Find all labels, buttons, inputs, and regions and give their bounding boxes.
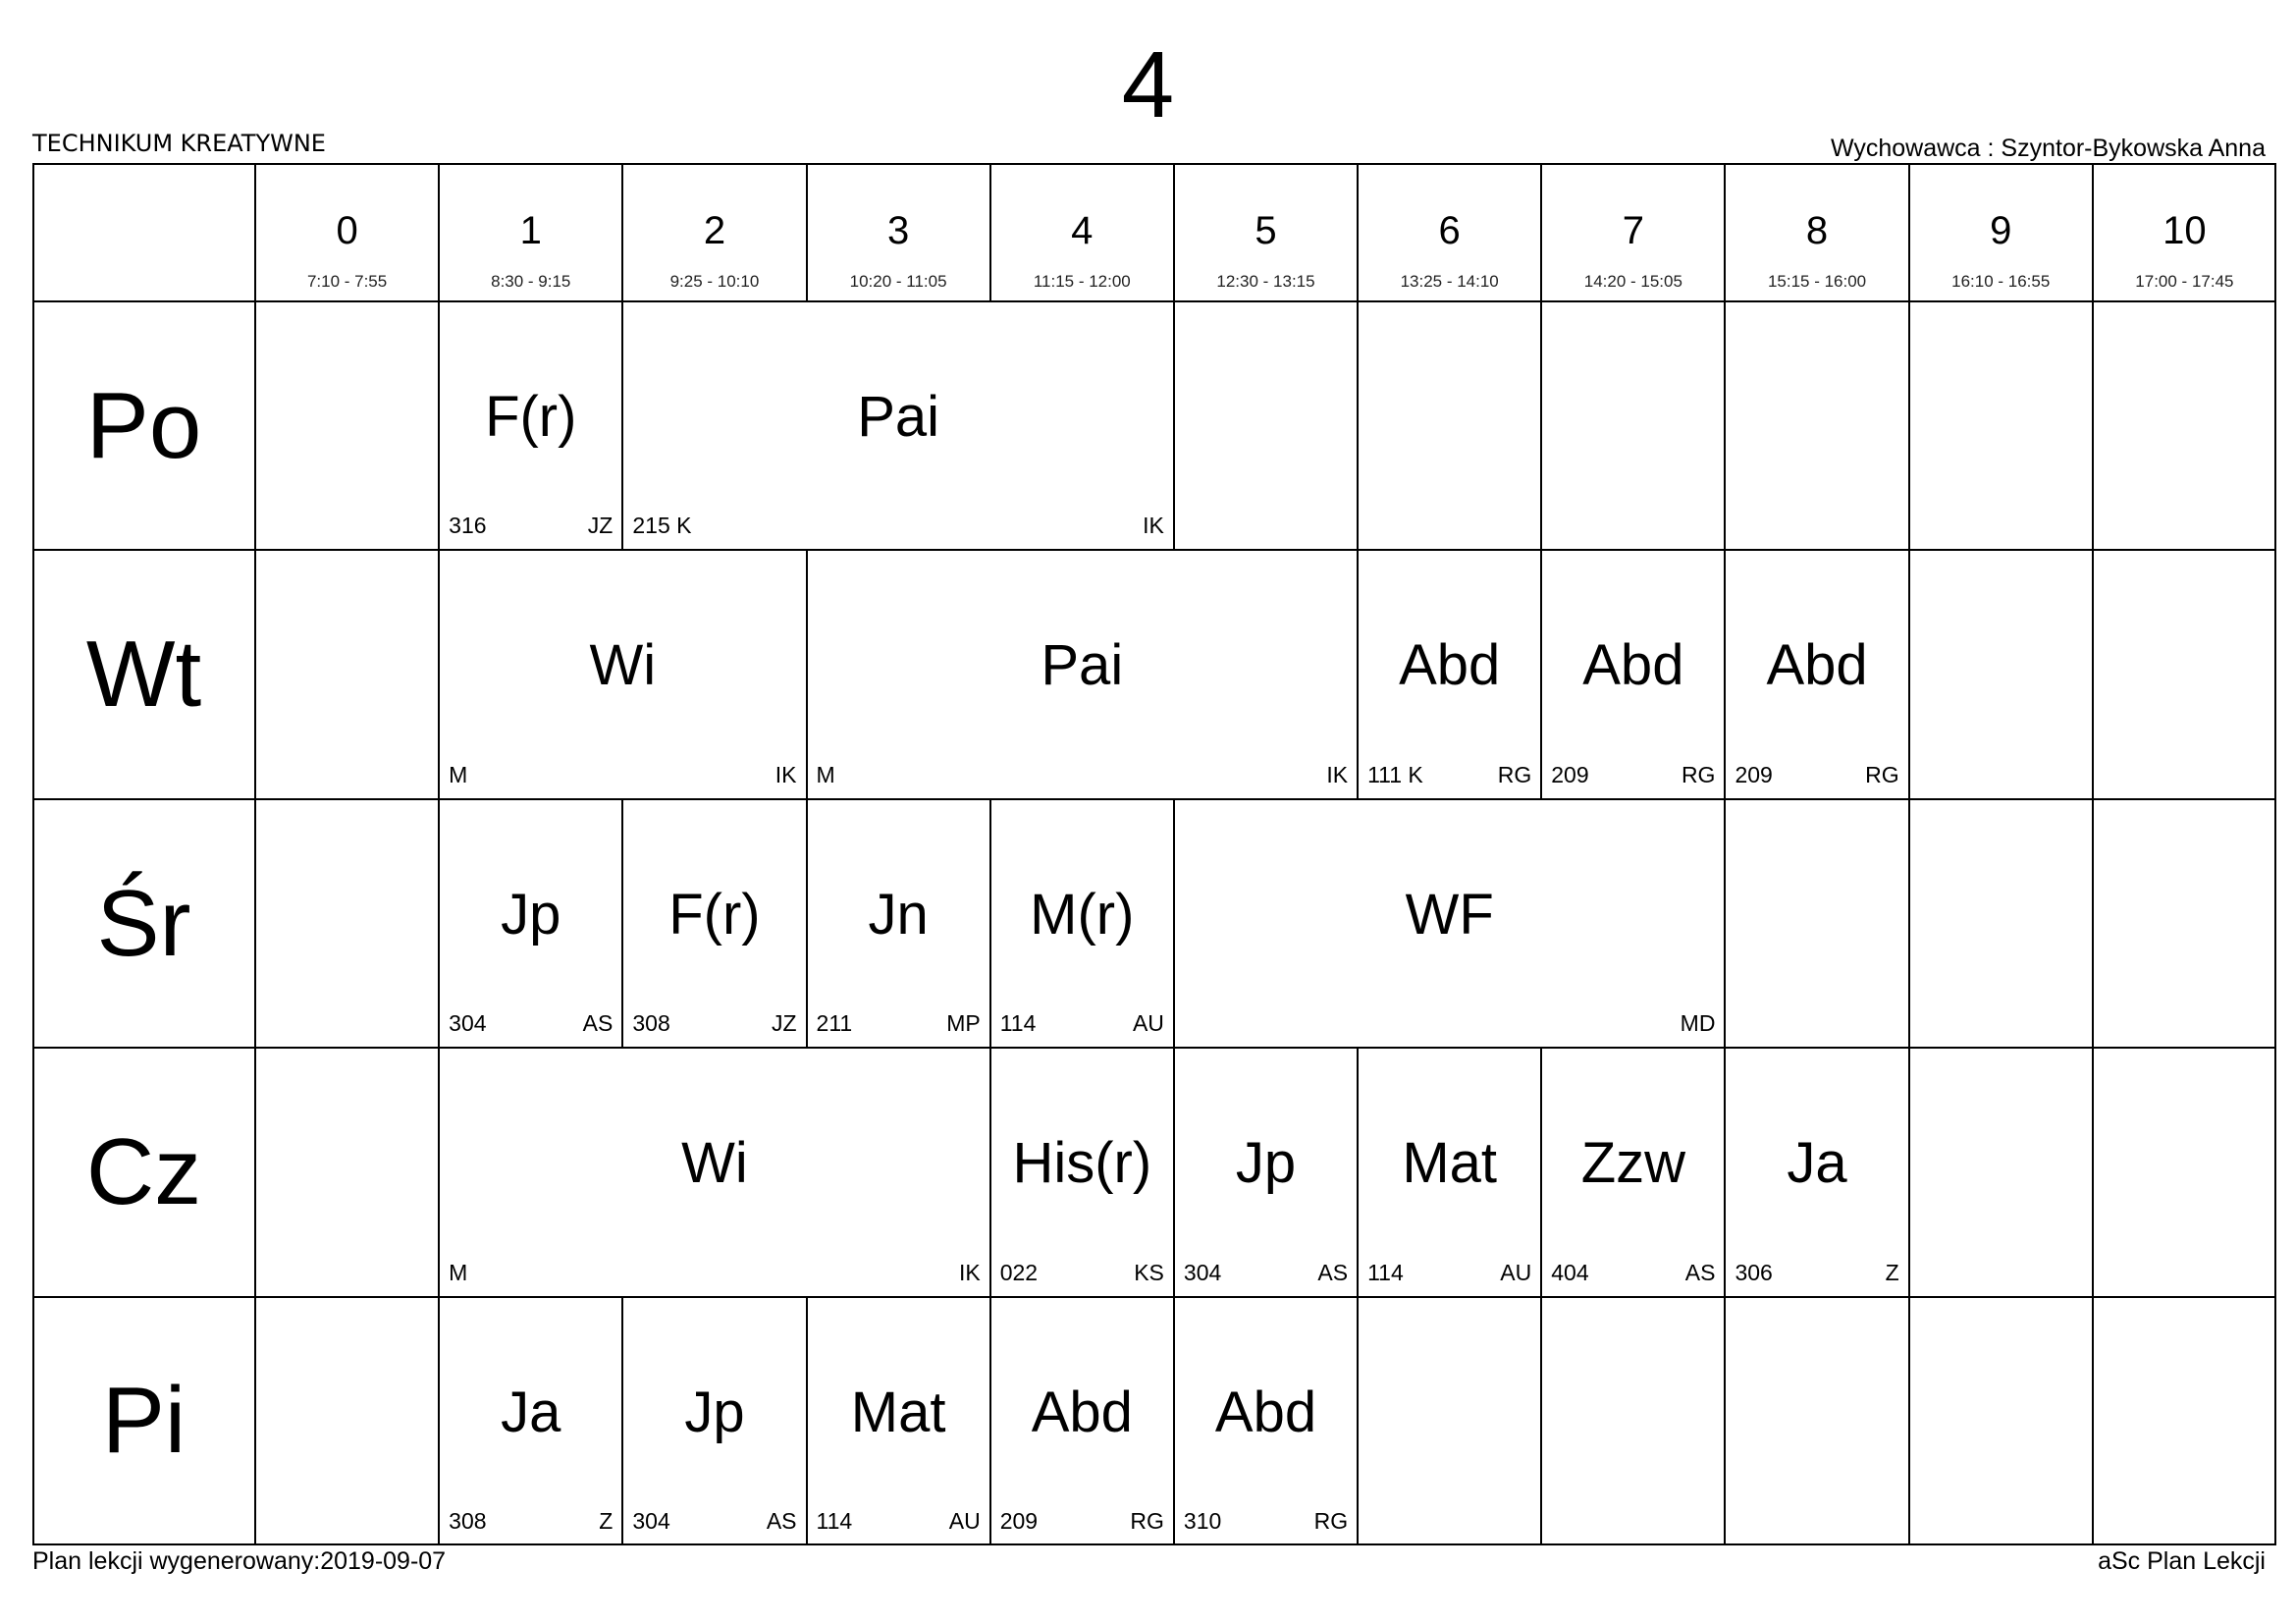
- lesson-cell: [622, 799, 806, 1048]
- day-label: Pi: [101, 1368, 187, 1474]
- lesson-room: 316: [449, 513, 487, 539]
- lesson-cell: [1725, 550, 1908, 798]
- lesson-teacher: Z: [1885, 1259, 1899, 1285]
- lesson-subject: His(r): [1012, 1131, 1152, 1196]
- lesson-room: 211: [816, 1010, 853, 1037]
- period-time: 17:00 - 17:45: [2135, 272, 2234, 291]
- lesson-teacher: IK: [774, 761, 797, 787]
- lesson-subject: Wi: [681, 1131, 748, 1196]
- software-name: aSc Plan Lekcji: [2098, 1547, 2266, 1575]
- lesson-room: M: [816, 761, 835, 787]
- lesson-room: 304: [1183, 1259, 1222, 1285]
- lesson-teacher: RG: [1681, 761, 1716, 787]
- lesson-room: 404: [1551, 1259, 1589, 1285]
- period-number: 9: [1990, 209, 2012, 252]
- lesson-teacher: IK: [1143, 513, 1164, 539]
- lesson-cell: [807, 799, 990, 1048]
- lesson-cell: [1725, 1048, 1908, 1296]
- period-time: 15:15 - 16:00: [1767, 272, 1867, 291]
- lesson-cell: [1358, 1048, 1541, 1296]
- lesson-cell: [807, 1297, 990, 1545]
- day-label: Śr: [96, 870, 191, 976]
- lesson-room: 114: [816, 1507, 853, 1534]
- period-number: 6: [1438, 209, 1461, 252]
- lesson-cell: [1358, 550, 1541, 798]
- school-name: TECHNIKUM KREATYWNE: [32, 130, 326, 157]
- form-teacher: Wychowawca : Szyntor-Bykowska Anna: [1830, 135, 2266, 162]
- lesson-cell: [1174, 799, 1726, 1048]
- period-time: 11:15 - 12:00: [1033, 272, 1131, 291]
- period-cell-divider: [2092, 1048, 2094, 1296]
- period-cell-divider: [1357, 301, 1359, 550]
- lesson-room: 304: [632, 1507, 670, 1534]
- lesson-cell: [439, 301, 622, 550]
- period-number: 1: [519, 209, 542, 252]
- lesson-cell: [439, 1048, 990, 1296]
- period-time: 9:25 - 10:10: [669, 272, 760, 291]
- lesson-room: 306: [1735, 1259, 1773, 1285]
- period-number: 10: [2163, 209, 2207, 252]
- lesson-teacher: AS: [1317, 1259, 1349, 1285]
- period-time: 8:30 - 9:15: [491, 272, 571, 291]
- period-cell-divider: [1540, 1297, 1542, 1545]
- grid-border-right: [2274, 163, 2276, 1545]
- lesson-teacher: KS: [1134, 1259, 1164, 1285]
- generated-date: Plan lekcji wygenerowany:2019-09-07: [32, 1547, 447, 1575]
- lesson-subject: Jn: [868, 882, 929, 947]
- lesson-teacher: AS: [582, 1010, 614, 1037]
- lesson-cell: [1541, 550, 1725, 798]
- lesson-subject: Abd: [1214, 1380, 1317, 1444]
- lesson-room: 310: [1183, 1507, 1222, 1534]
- class-title: 4: [1121, 32, 1175, 137]
- lesson-subject: Jp: [1235, 1131, 1297, 1196]
- period-cell-divider: [2092, 550, 2094, 798]
- lesson-teacher: AS: [766, 1507, 797, 1534]
- lesson-subject: F(r): [485, 385, 577, 449]
- lesson-room: 114: [1367, 1259, 1404, 1285]
- period-number: 0: [336, 209, 358, 252]
- lesson-cell: [990, 1297, 1174, 1545]
- period-time: 16:10 - 16:55: [1951, 272, 2051, 291]
- lesson-room: M: [449, 1259, 468, 1285]
- period-time: 13:25 - 14:10: [1400, 272, 1499, 291]
- period-cell-divider: [2092, 1297, 2094, 1545]
- lesson-room: 308: [632, 1010, 670, 1037]
- lesson-teacher: JZ: [587, 513, 614, 539]
- lesson-teacher: IK: [1326, 761, 1349, 787]
- day-label: Po: [85, 372, 202, 478]
- lesson-subject: Abd: [1582, 633, 1684, 698]
- lesson-subject: Ja: [501, 1380, 561, 1444]
- period-cell-divider: [1908, 301, 1910, 550]
- lesson-cell: [1541, 1048, 1725, 1296]
- lesson-room: 215 K: [632, 513, 692, 539]
- lesson-cell: [1174, 1048, 1358, 1296]
- lesson-teacher: RG: [1865, 761, 1899, 787]
- lesson-subject: M(r): [1030, 882, 1135, 947]
- period-cell-divider: [1724, 1297, 1726, 1545]
- lesson-subject: Pai: [857, 385, 940, 449]
- lesson-room: M: [449, 761, 468, 787]
- lesson-teacher: RG: [1130, 1507, 1164, 1534]
- lesson-teacher: RG: [1313, 1507, 1349, 1534]
- lesson-subject: Jp: [501, 882, 561, 947]
- lesson-subject: Ja: [1787, 1131, 1847, 1196]
- period-cell-divider: [1540, 301, 1542, 550]
- lesson-subject: Abd: [1766, 633, 1868, 698]
- lesson-teacher: MD: [1680, 1010, 1716, 1037]
- lesson-cell: [622, 301, 1174, 550]
- day-label: Wt: [85, 622, 202, 728]
- lesson-cell: [439, 799, 622, 1048]
- lesson-cell: [622, 1297, 806, 1545]
- day-label: Cz: [85, 1118, 202, 1224]
- timetable-grid: [32, 163, 2276, 1545]
- lesson-cell: [990, 799, 1174, 1048]
- lesson-teacher: IK: [958, 1259, 981, 1285]
- lesson-room: 209: [999, 1507, 1039, 1534]
- lesson-room: 209: [1735, 761, 1773, 787]
- lesson-cell: [1174, 1297, 1358, 1545]
- lesson-room: 111 K: [1367, 761, 1423, 787]
- period-time: 12:30 - 13:15: [1216, 272, 1315, 291]
- period-cell-divider: [1908, 1297, 1910, 1545]
- period-number: 3: [886, 209, 910, 252]
- lesson-room: 304: [449, 1010, 487, 1037]
- lesson-room: 114: [999, 1010, 1037, 1037]
- lesson-subject: Mat: [1402, 1131, 1497, 1196]
- lesson-teacher: RG: [1497, 761, 1532, 787]
- day-column-separator: [254, 163, 256, 1545]
- period-number: 2: [703, 209, 726, 252]
- period-number: 8: [1805, 209, 1829, 252]
- lesson-subject: Jp: [684, 1380, 745, 1444]
- lesson-subject: Abd: [1399, 633, 1501, 698]
- period-cell-divider: [1724, 301, 1726, 550]
- lesson-teacher: AU: [1500, 1259, 1532, 1285]
- lesson-cell: [439, 1297, 622, 1545]
- period-number: 4: [1071, 209, 1094, 252]
- grid-border-top: [32, 163, 2276, 165]
- lesson-room: 022: [999, 1259, 1039, 1285]
- lesson-subject: Mat: [850, 1380, 946, 1444]
- lesson-teacher: AS: [1684, 1259, 1716, 1285]
- lesson-subject: Abd: [1031, 1380, 1133, 1444]
- period-time: 7:10 - 7:55: [306, 272, 388, 291]
- period-cell-divider: [2092, 301, 2094, 550]
- lesson-subject: WF: [1405, 882, 1494, 947]
- grid-border-left: [32, 163, 34, 1545]
- lesson-teacher: Z: [599, 1507, 614, 1534]
- lesson-cell: [990, 1048, 1174, 1296]
- lesson-room: 209: [1551, 761, 1589, 787]
- lesson-room: 308: [449, 1507, 487, 1534]
- period-time: 10:20 - 11:05: [849, 272, 947, 291]
- lesson-subject: Pai: [1041, 633, 1124, 698]
- lesson-teacher: JZ: [771, 1010, 797, 1037]
- lesson-teacher: AU: [1132, 1010, 1164, 1037]
- lesson-teacher: AU: [948, 1507, 981, 1534]
- lesson-subject: Wi: [589, 633, 657, 698]
- period-number: 7: [1622, 209, 1644, 252]
- period-time: 14:20 - 15:05: [1583, 272, 1682, 291]
- lesson-cell: [439, 550, 806, 798]
- lesson-cell: [807, 550, 1359, 798]
- lesson-subject: F(r): [668, 882, 761, 947]
- lesson-teacher: MP: [946, 1010, 981, 1037]
- period-cell-divider: [1908, 799, 1910, 1048]
- period-number: 5: [1255, 209, 1277, 252]
- lesson-subject: Zzw: [1580, 1131, 1686, 1196]
- period-cell-divider: [2092, 799, 2094, 1048]
